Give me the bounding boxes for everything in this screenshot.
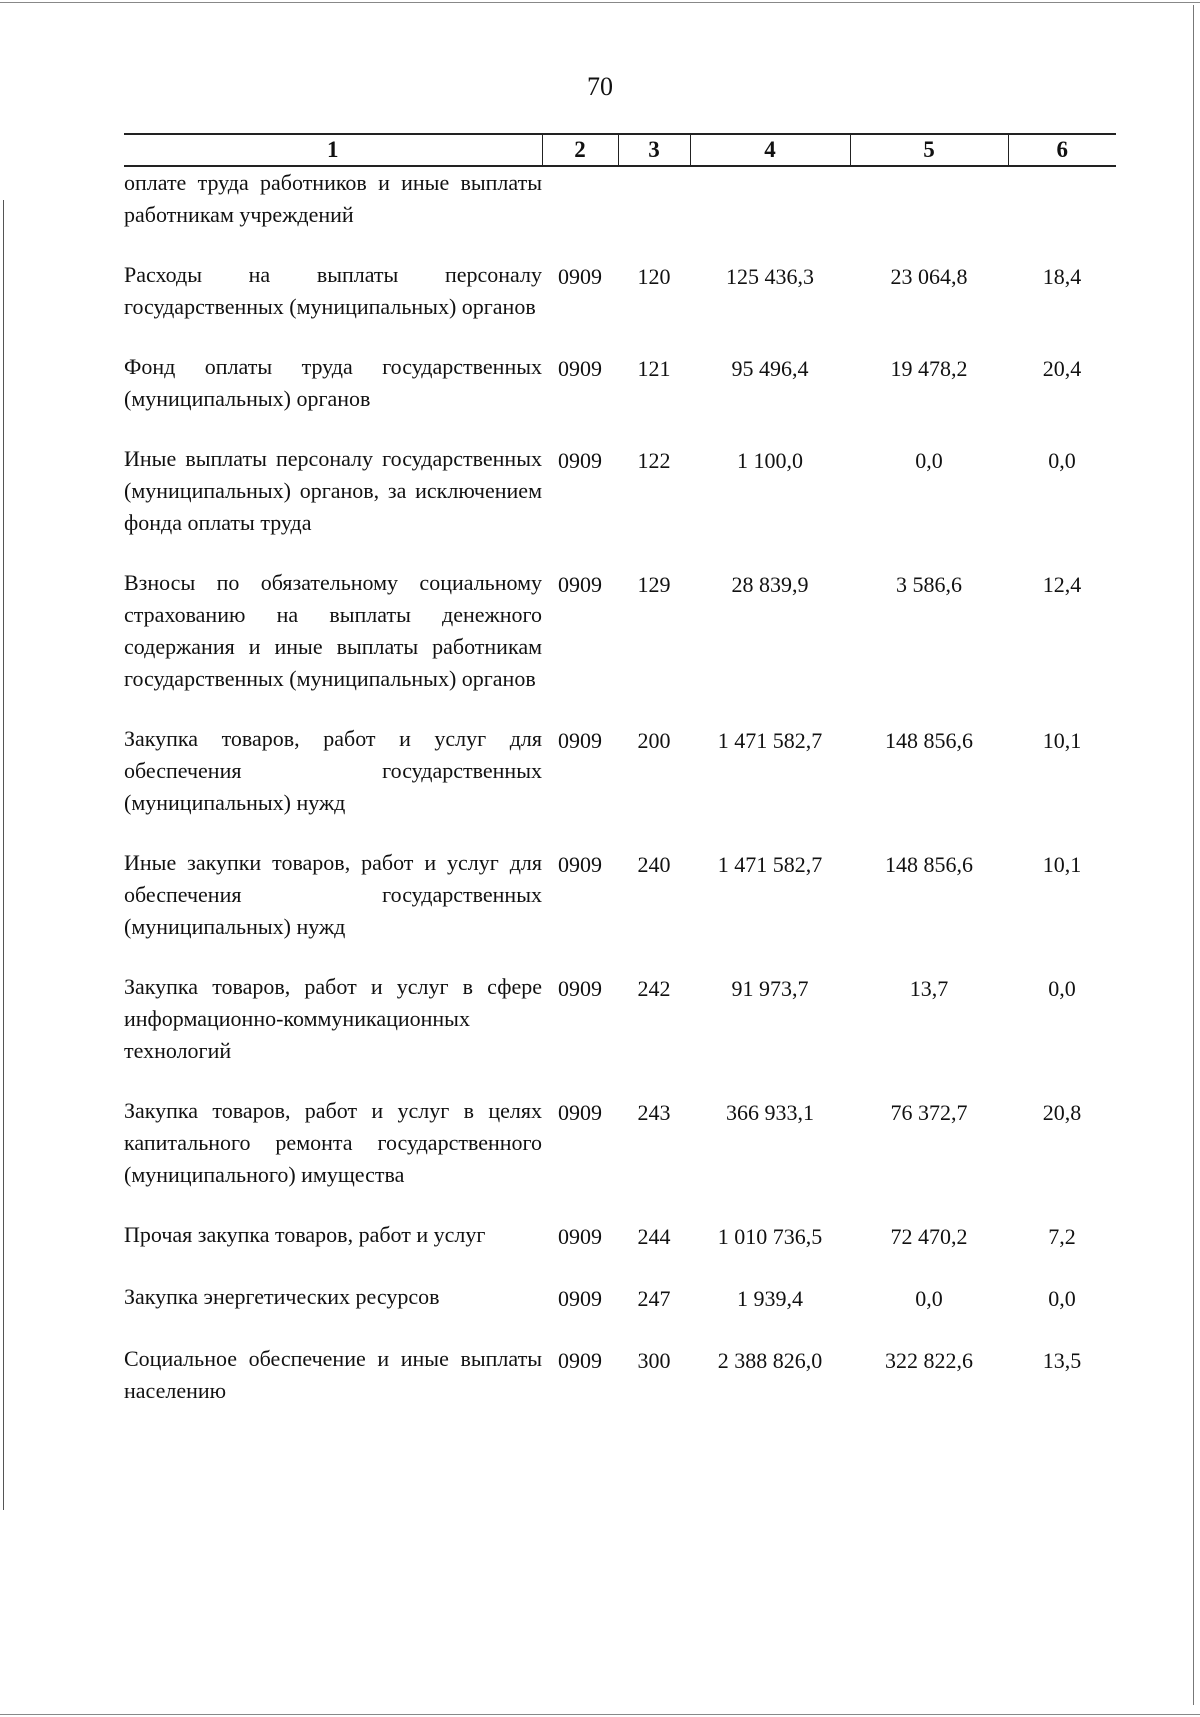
row-section: 0909 bbox=[558, 1224, 602, 1249]
budget-table bbox=[124, 133, 1116, 1407]
table-row bbox=[124, 231, 1116, 323]
row-actual: 13,7 bbox=[909, 976, 949, 1001]
row-percent: 20,8 bbox=[1042, 1100, 1082, 1125]
row-percent bbox=[1008, 166, 1116, 231]
row-actual: 322 822,6 bbox=[885, 1348, 973, 1373]
row-code: 121 bbox=[637, 356, 671, 381]
table-row bbox=[124, 415, 1116, 539]
row-plan: 95 496,4 bbox=[731, 356, 809, 381]
row-name: оплате труда работников и иные выплаты работникам учреждений bbox=[124, 170, 542, 227]
row-percent: 10,1 bbox=[1042, 728, 1082, 753]
row-plan: 2 388 826,0 bbox=[717, 1348, 823, 1373]
row-name: Прочая закупка товаров, работ и услуг bbox=[124, 1222, 486, 1247]
table-header-row bbox=[124, 134, 1116, 166]
table-row bbox=[124, 819, 1116, 943]
row-code: 120 bbox=[637, 264, 671, 289]
row-code: 247 bbox=[637, 1286, 671, 1311]
row-actual: 148 856,6 bbox=[885, 728, 973, 753]
row-code: 243 bbox=[637, 1100, 671, 1125]
row-section: 0909 bbox=[558, 976, 602, 1001]
row-code: 129 bbox=[637, 572, 671, 597]
row-name: Иные выплаты персоналу государственных (муниципальных) органов, за исключением фонда оплаты труда bbox=[124, 446, 542, 535]
row-percent: 10,1 bbox=[1042, 852, 1082, 877]
row-actual: 3 586,6 bbox=[896, 572, 962, 597]
row-name: Закупка товаров, работ и услуг в сфере информационно-коммуникационных технологий bbox=[124, 974, 542, 1063]
row-percent: 20,4 bbox=[1042, 356, 1082, 381]
row-name: Иные закупки товаров, работ и услуг для обеспечения государственных (муниципальных) нужд bbox=[124, 850, 542, 939]
row-section: 0909 bbox=[558, 572, 602, 597]
table-row bbox=[124, 539, 1116, 695]
row-percent: 0,0 bbox=[1048, 1286, 1076, 1311]
scan-right-edge bbox=[1193, 5, 1194, 1705]
row-name: Взносы по обязательному социальному страхованию на выплаты денежного содержания и иные выплаты работникам государственных (муниципальных) органов bbox=[124, 570, 542, 691]
row-percent: 0,0 bbox=[1048, 976, 1076, 1001]
row-section: 0909 bbox=[558, 1348, 602, 1373]
row-plan: 91 973,7 bbox=[731, 976, 809, 1001]
row-code: 122 bbox=[637, 448, 671, 473]
column-header-3: 3 bbox=[618, 134, 690, 166]
row-section: 0909 bbox=[558, 356, 602, 381]
row-code: 242 bbox=[637, 976, 671, 1001]
row-code: 300 bbox=[637, 1348, 671, 1373]
row-section: 0909 bbox=[558, 1286, 602, 1311]
table-row bbox=[124, 166, 1116, 231]
budget-table-container bbox=[124, 133, 1116, 1407]
row-plan: 1 010 736,5 bbox=[717, 1224, 823, 1249]
row-plan bbox=[690, 166, 850, 231]
table-row bbox=[124, 1253, 1116, 1315]
row-percent: 7,2 bbox=[1048, 1224, 1076, 1249]
page-number: 70 bbox=[587, 72, 613, 101]
row-section: 0909 bbox=[558, 448, 602, 473]
scan-top-edge bbox=[0, 2, 1200, 3]
scan-bottom-edge bbox=[0, 1714, 1200, 1715]
row-name: Фонд оплаты труда государственных (муниципальных) органов bbox=[124, 354, 542, 411]
row-name: Социальное обеспечение и иные выплаты населению bbox=[124, 1346, 542, 1403]
row-percent: 18,4 bbox=[1042, 264, 1082, 289]
row-actual: 19 478,2 bbox=[890, 356, 968, 381]
row-name: Закупка товаров, работ и услуг для обеспечения государственных (муниципальных) нужд bbox=[124, 726, 542, 815]
row-plan: 125 436,3 bbox=[726, 264, 814, 289]
table-row bbox=[124, 943, 1116, 1067]
row-percent: 12,4 bbox=[1042, 572, 1082, 597]
row-code bbox=[618, 166, 690, 231]
row-actual: 76 372,7 bbox=[890, 1100, 968, 1125]
row-actual: 0,0 bbox=[915, 1286, 943, 1311]
row-name: Расходы на выплаты персоналу государственных (муниципальных) органов bbox=[124, 262, 542, 319]
row-plan: 1 471 582,7 bbox=[717, 852, 823, 877]
column-header-2: 2 bbox=[542, 134, 618, 166]
row-plan: 1 471 582,7 bbox=[717, 728, 823, 753]
row-section: 0909 bbox=[558, 264, 602, 289]
row-percent: 0,0 bbox=[1048, 448, 1076, 473]
row-plan: 1 100,0 bbox=[737, 448, 803, 473]
column-header-4: 4 bbox=[690, 134, 850, 166]
scan-left-edge bbox=[3, 200, 4, 1510]
row-actual: 23 064,8 bbox=[890, 264, 968, 289]
row-plan: 28 839,9 bbox=[731, 572, 809, 597]
row-section bbox=[542, 166, 618, 231]
table-row bbox=[124, 695, 1116, 819]
table-row bbox=[124, 323, 1116, 415]
column-header-6: 6 bbox=[1008, 134, 1116, 166]
row-name: Закупка энергетических ресурсов bbox=[124, 1284, 440, 1309]
row-plan: 1 939,4 bbox=[737, 1286, 803, 1311]
row-code: 240 bbox=[637, 852, 671, 877]
row-code: 200 bbox=[637, 728, 671, 753]
row-name: Закупка товаров, работ и услуг в целях капитального ремонта государственного (муниципального) имущества bbox=[124, 1098, 542, 1187]
row-actual: 148 856,6 bbox=[885, 852, 973, 877]
row-plan: 366 933,1 bbox=[726, 1100, 814, 1125]
row-code: 244 bbox=[637, 1224, 671, 1249]
row-section: 0909 bbox=[558, 852, 602, 877]
row-actual: 0,0 bbox=[915, 448, 943, 473]
table-row bbox=[124, 1191, 1116, 1253]
column-header-5: 5 bbox=[850, 134, 1008, 166]
column-header-1: 1 bbox=[124, 134, 542, 166]
row-actual bbox=[850, 166, 1008, 231]
row-section: 0909 bbox=[558, 1100, 602, 1125]
table-row bbox=[124, 1315, 1116, 1407]
row-percent: 13,5 bbox=[1042, 1348, 1082, 1373]
row-section: 0909 bbox=[558, 728, 602, 753]
row-actual: 72 470,2 bbox=[890, 1224, 968, 1249]
table-row bbox=[124, 1067, 1116, 1191]
